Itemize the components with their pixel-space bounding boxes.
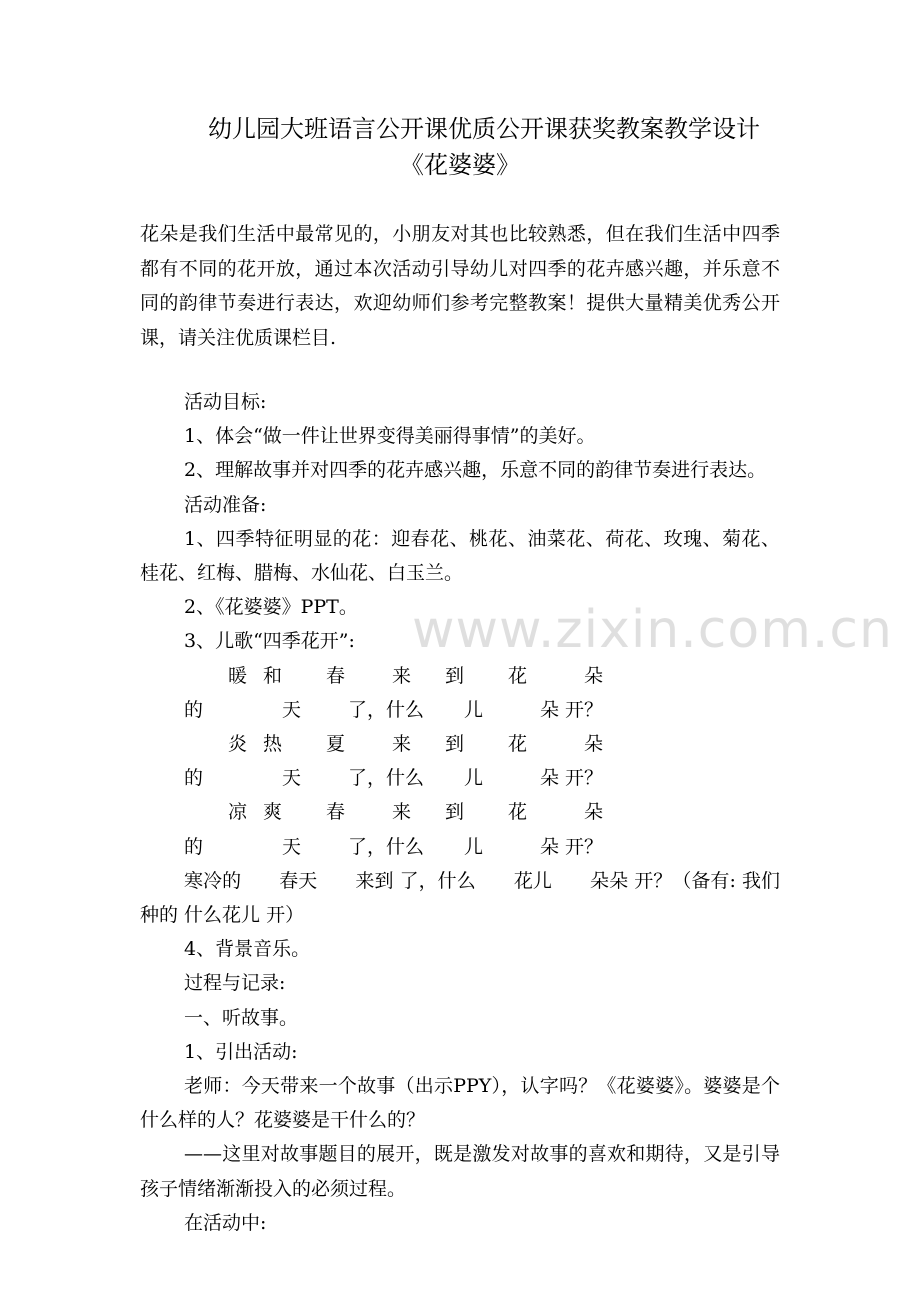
teacher-dialogue: 老师：今天带来一个故事（出示PPY），认字吗？《花婆婆》。婆婆是个什么样的人？花婆婆是干什么的？: [140, 1075, 780, 1132]
poem-word: 春天: [282, 664, 346, 721]
process-heading: 过程与记录:: [184, 972, 286, 995]
poem-line-2: [140, 727, 780, 795]
poem-word: 暖和的: [184, 664, 282, 721]
prep-item-3: 3、儿歌“四季花开”:: [184, 630, 355, 653]
poem-word: 夏天: [282, 733, 346, 790]
poem-line-4: 寒冷的 春天 来到 了，什么 花儿 朵朵 开？（备有: 我们 种的 什么花儿 开）: [140, 869, 780, 927]
poem-word: 朵朵 开？: [540, 733, 604, 790]
poem-word: 凉爽的: [184, 801, 282, 858]
poem-word: 花儿: [464, 733, 528, 790]
goals-heading: 活动目标:: [184, 391, 267, 413]
poem-word: 来到 了，什么: [348, 664, 464, 721]
commentary-paragraph: ——这里对故事题目的展开，既是激发对故事的喜欢和期待，又是引导孩子情绪渐渐投入的必须过程。: [140, 1143, 780, 1200]
watermark: www.zixin.com.cn: [412, 600, 893, 660]
document-title-line2: 《花婆婆》: [400, 151, 520, 179]
poem-word: 朵朵 开？: [540, 664, 604, 721]
poem-word: 花儿: [464, 801, 528, 858]
poem-word: 朵朵 开？: [540, 801, 604, 858]
prep-item-4: 4、背景音乐。: [184, 938, 311, 961]
prep-item-2: 2、《花婆婆》PPT。: [184, 596, 358, 619]
poem-word: 炎热的: [184, 733, 282, 790]
poem-line-1: [140, 659, 780, 727]
during-activity-heading: 在活动中:: [184, 1211, 267, 1234]
document-body: [140, 385, 780, 1240]
goal-item-1: 1、体会“做一件让世界变得美丽得事情”的美好。: [184, 425, 596, 448]
poem-word: 春天: [282, 801, 346, 858]
poem-word: 来到 了，什么: [348, 733, 464, 790]
document-title-line1: 幼儿园大班语言公开课优质公开课获奖教案教学设计: [208, 115, 760, 143]
poem-word: 来到 了，什么: [348, 801, 464, 858]
prep-heading: 活动准备:: [184, 493, 267, 516]
step-1-heading: 1、引出活动:: [184, 1040, 298, 1063]
prep-item-1: 1、四季特征明显的花：迎春花、桃花、油菜花、荷花、玫瑰、菊花、桂花、红梅、腊梅、水仙花、白玉兰。: [140, 527, 780, 585]
goal-item-2: 2、理解故事并对四季的花卉感兴趣，乐意不同的韵律节奏进行表达。: [184, 459, 767, 482]
intro-paragraph: 花朵是我们生活中最常见的，小朋友对其也比较熟悉，但在我们生活中四季都有不同的花开放，通过本次活动引导幼儿对四季的花卉感兴趣，并乐意不同的韵律节奏进行表达，欢迎幼师们参考完整教案！提供大量精美优秀公开课，请关注优质课栏目.: [140, 223, 780, 349]
section-1-heading: 一、听故事。: [184, 1006, 299, 1029]
poem-word: 花儿: [464, 664, 528, 721]
poem-line-3: [140, 795, 780, 863]
